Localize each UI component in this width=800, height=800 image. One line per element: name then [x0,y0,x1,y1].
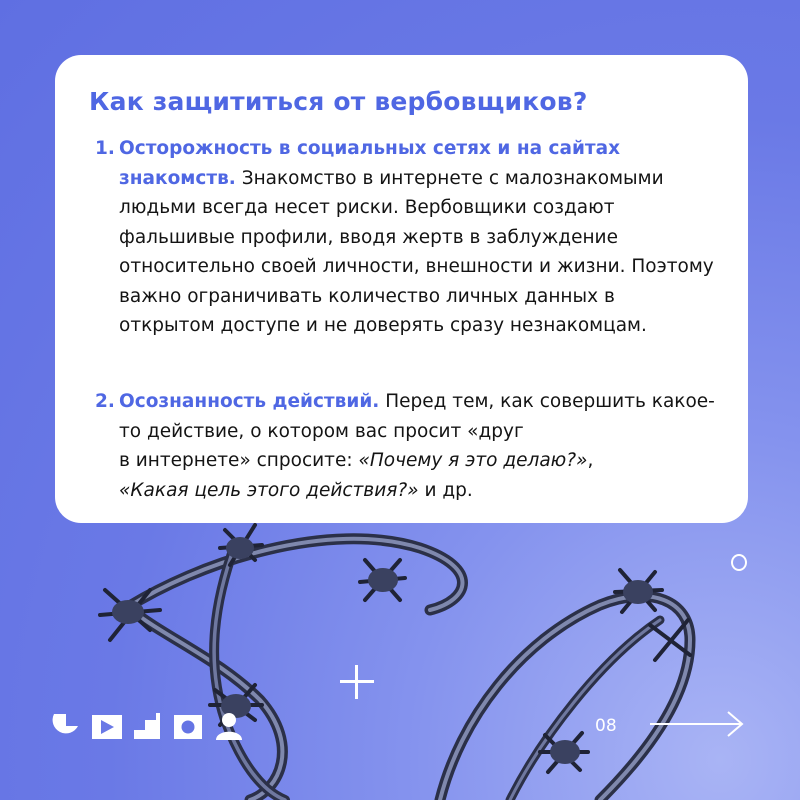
tip-number: 1. [95,138,115,159]
card-title: Как защититься от вербовщиков? [89,87,588,116]
content-card [55,55,748,523]
tip-punct: , [587,450,594,471]
tip-body [95,134,715,341]
tip-text: Перед тем, как совершить какое-то действие, о котором вас просит «друг [119,391,715,442]
tip-quote: «Почему я это делаю?» [358,450,588,471]
page-number: 08 [595,716,617,736]
tip-heading: Осознанность действий. [119,391,380,412]
tip-text: в интернете» спросите: [119,450,359,471]
plus-icon [340,665,374,699]
tip-number: 2. [95,391,115,412]
person-icon [216,713,242,740]
ring-square-icon [174,715,202,739]
half-circle-icon [53,714,78,733]
play-square-icon [92,715,122,739]
tip-item [95,387,715,505]
tip-quote: «Какая цель этого действия?» [119,479,419,501]
ring-icon [731,554,747,571]
tip-text: и др. [418,479,473,501]
arrow-right-icon[interactable] [650,710,746,738]
tip-body [95,387,715,505]
tip-text: Знакомство в интернете с малознакомыми людьми всегда несет риски. Вербовщики создают фальшивые профили, вводя жертв в заблуждение относительно своей личности, внешности и жизни. Поэтому важно ограничивать количество личных данных в открытом доступе и не доверять сразу незнакомцам. [119,167,714,336]
brand-logo [52,709,262,743]
tip-item [95,134,715,341]
stairs-icon [134,713,160,739]
tip-heading: Осторожность в социальных сетях и на сайтах знакомств. [119,138,621,189]
